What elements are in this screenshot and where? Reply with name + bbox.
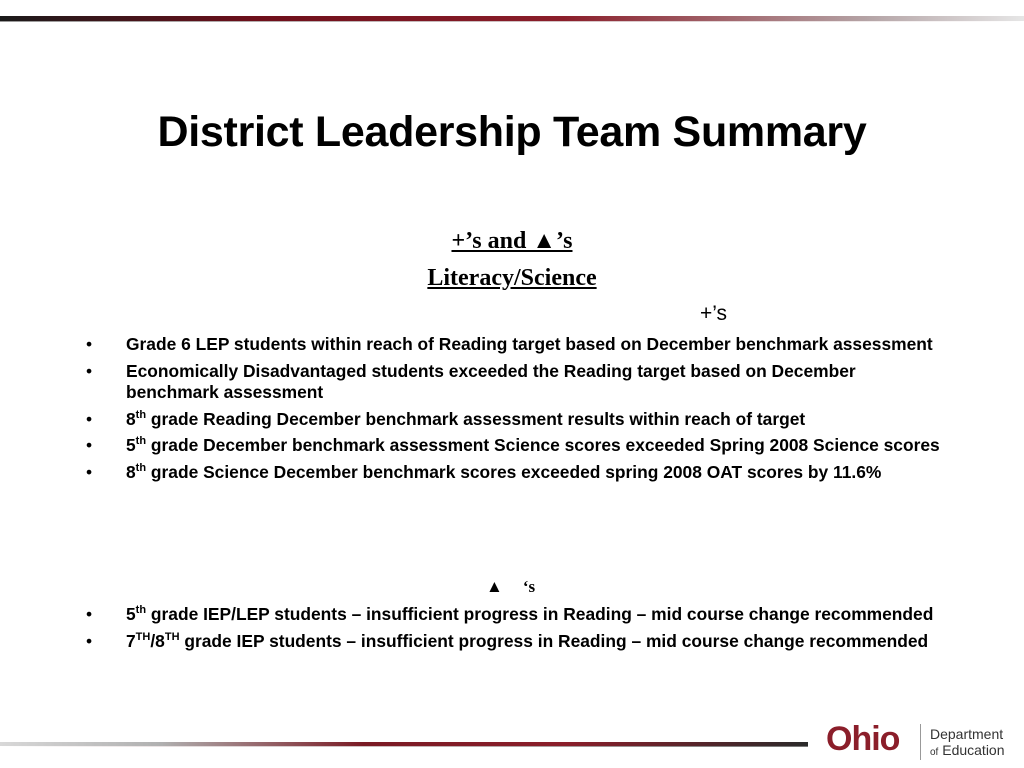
bullet-icon: •: [86, 461, 93, 482]
grade-ordinal: th: [135, 461, 147, 474]
list-item: [85, 631, 945, 653]
logo-dept-line2: Education: [942, 742, 1005, 758]
top-rule-highlight: [0, 21, 1024, 22]
grade-ordinal: th: [135, 435, 147, 448]
logo-dept-line1: Department: [930, 726, 1004, 742]
grade-ordinal: TH: [164, 630, 180, 643]
list-item-text: grade Reading December benchmark assessment results within reach of target: [146, 408, 806, 429]
grade-number: 8: [126, 408, 136, 429]
grade-number: 5: [126, 435, 136, 455]
grade-number: 5: [126, 604, 136, 624]
subheading-plus-delta: +’s and ▲’s: [451, 228, 573, 254]
subheading-literacy-science: Literacy/Science: [427, 265, 597, 291]
list-item: [85, 462, 945, 484]
plus-section-label: +’s: [700, 302, 728, 325]
bullet-icon: •: [86, 334, 93, 354]
list-item-text: grade Science December benchmark scores exceeded spring 2008 OAT scores by 11.6%: [146, 461, 882, 482]
delta-bullet-list: [85, 604, 945, 657]
list-item: [85, 334, 945, 356]
bullet-icon: •: [86, 435, 93, 455]
list-item-text: Economically Disadvantaged students exceeded the Reading target based on December benchmark assessment: [126, 360, 856, 402]
bullet-icon: •: [86, 360, 93, 381]
list-item: [85, 435, 945, 457]
grade-number: 7: [126, 630, 136, 651]
slide-title: District Leadership Team Summary: [157, 108, 867, 156]
list-item-text: Grade 6 LEP students within reach of Reading target based on December benchmark assessment: [126, 334, 933, 354]
delta-section-label: [486, 577, 535, 597]
grade-ordinal: TH: [135, 630, 151, 643]
bullet-icon: •: [86, 604, 93, 624]
list-item: [85, 409, 945, 431]
grade-ordinal: th: [135, 604, 147, 617]
logo-wordmark: Ohio: [826, 720, 900, 758]
list-item-text: grade December benchmark assessment Science scores exceeded Spring 2008 Science scores: [146, 435, 940, 455]
list-item-text: grade IEP students – insufficient progress in Reading – mid course change recommended: [179, 630, 929, 651]
logo-divider: [920, 724, 921, 760]
list-item: [85, 604, 945, 626]
bullet-icon: •: [86, 408, 93, 429]
grade-ordinal: th: [135, 408, 147, 421]
grade-separator: /8: [150, 630, 165, 651]
logo-dept-of: of: [930, 747, 939, 758]
list-item: [85, 361, 945, 404]
logo-department-text: [930, 726, 1005, 761]
triangle-icon: ▲: [486, 577, 503, 596]
bottom-rule-highlight: [0, 746, 808, 747]
delta-label-text: ‘s: [522, 577, 536, 596]
list-item-text: grade IEP/LEP students – insufficient progress in Reading – mid course change recommended: [146, 604, 934, 624]
grade-number: 8: [126, 461, 136, 482]
plus-bullet-list: [85, 334, 945, 488]
bullet-icon: •: [86, 630, 93, 651]
